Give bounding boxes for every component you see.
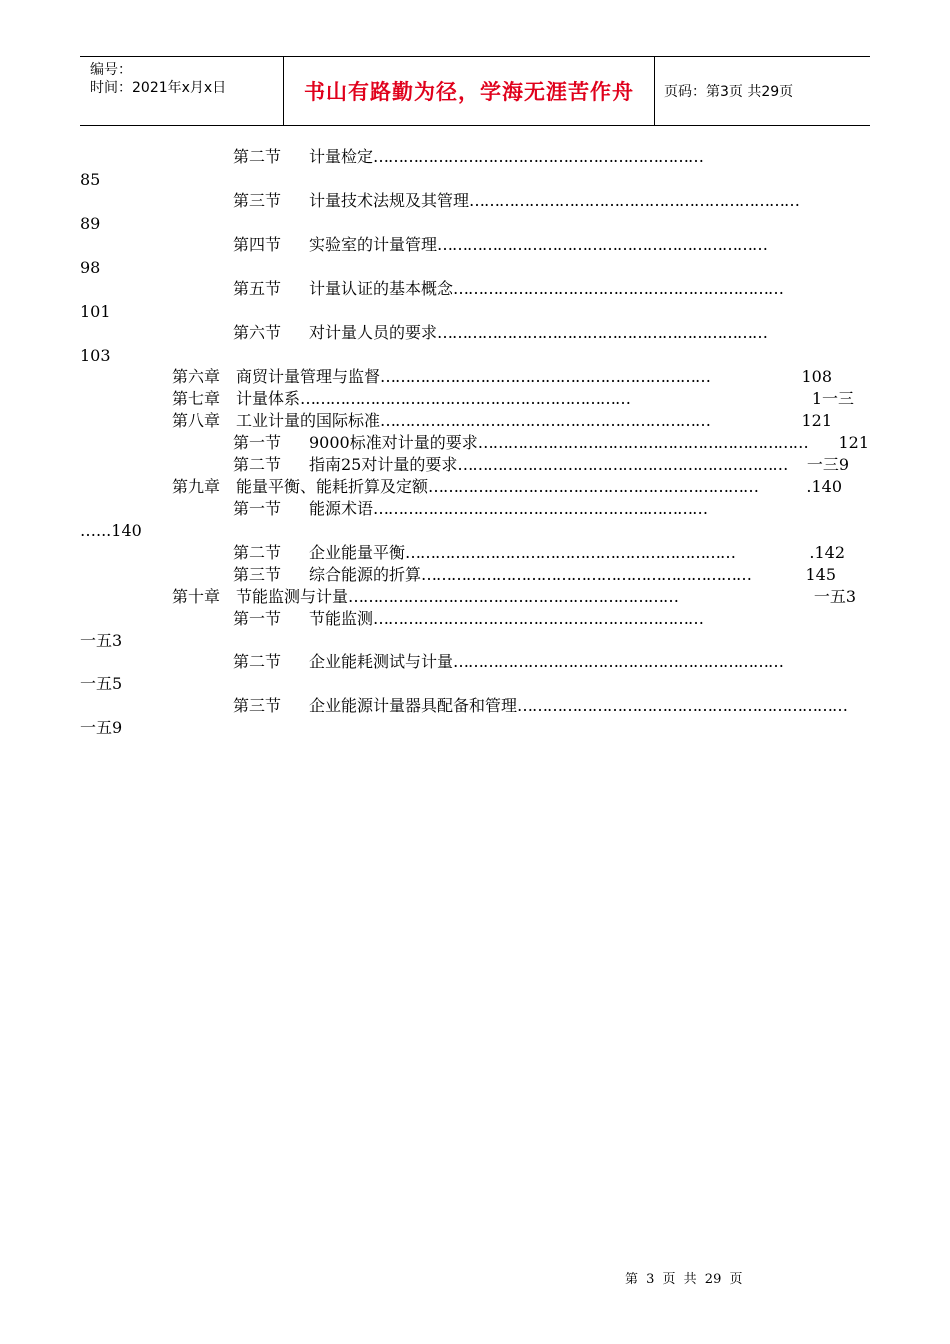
toc-page-number: 101 [80, 302, 111, 321]
toc-chapter-number: 第六章 [172, 367, 221, 386]
page-footer: 第 3 页 共 29 页 [625, 1272, 743, 1287]
toc-section-number: 第三节 [233, 565, 282, 584]
toc-section-number: 第一节 [233, 499, 282, 518]
toc-entry-title: 指南25对计量的要求 [309, 455, 458, 474]
toc-leader-dots: ………………………………………………………… [300, 389, 631, 408]
toc-chapter-number: 第八章 [172, 411, 221, 430]
toc-leader-dots: ………………………………………………………… [428, 477, 759, 496]
toc-entry[interactable] [172, 366, 832, 388]
toc-entry[interactable] [172, 388, 854, 410]
toc-page-number: .140 [806, 477, 842, 496]
toc-leader-dots: ………………………………………………………… [469, 191, 800, 210]
toc-page-number: 一五5 [80, 674, 123, 693]
toc-entry-title: 综合能源的折算 [309, 565, 422, 584]
toc-entry-title: 能源术语 [309, 499, 374, 518]
toc-entry[interactable] [233, 608, 865, 630]
toc-entry[interactable] [172, 586, 856, 608]
toc-leader-dots: ………………………………………………………… [453, 652, 784, 671]
toc-chapter-number: 第七章 [172, 389, 221, 408]
toc-section-number: 第一节 [233, 609, 282, 628]
toc-entry-title: 实验室的计量管理 [309, 235, 438, 254]
toc-entry[interactable] [233, 542, 845, 564]
toc-chapter-number: 第十章 [172, 587, 221, 606]
toc-entry[interactable] [233, 278, 865, 300]
toc-entry-title: 计量体系 [236, 389, 301, 408]
toc-entry-title: 商贸计量管理与监督 [236, 367, 381, 386]
toc-page-number: 145 [805, 565, 836, 584]
toc-entry[interactable] [233, 190, 865, 212]
toc-page-number: .142 [809, 543, 845, 562]
toc-entry-title: 企业能耗测试与计量 [309, 652, 454, 671]
toc-section-number: 第三节 [233, 696, 282, 715]
toc-entry-title: 计量技术法规及其管理 [309, 191, 470, 210]
toc-section-number: 第五节 [233, 279, 282, 298]
toc-entry-title: 企业能源计量器具配备和管理 [309, 696, 518, 715]
toc-entry[interactable] [172, 410, 832, 432]
toc-entry-title: 节能监测 [309, 609, 374, 628]
toc-page-number: 一五3 [813, 587, 856, 606]
toc-leader-dots: ………………………………………………………… [405, 543, 736, 562]
toc-section-number: 第二节 [233, 455, 282, 474]
toc-section-number: 第六节 [233, 323, 282, 342]
toc-leader-dots: ………………………………………………………… [437, 323, 768, 342]
toc-entry-title: 9000标准对计量的要求 [309, 433, 478, 452]
toc-entry-title: 计量检定 [309, 147, 374, 166]
header-motto: 书山有路勤为径，学海无涯苦作舟 [304, 80, 634, 104]
toc-leader-dots: ………………………………………………………… [437, 235, 768, 254]
toc-page-number: …...140 [80, 521, 142, 540]
header-page-info: 页码：第3页 共29页 [664, 84, 794, 100]
toc-leader-dots: ………………………………………………………… [517, 696, 848, 715]
toc-page-number: 85 [80, 170, 101, 189]
toc-entry[interactable] [233, 432, 869, 454]
toc-entry[interactable] [233, 234, 865, 256]
toc-section-number: 第二节 [233, 543, 282, 562]
toc-page-number: 89 [80, 214, 101, 233]
toc-page-number: 121 [801, 411, 832, 430]
toc-entry[interactable] [172, 476, 842, 498]
toc-entry-title: 对计量人员的要求 [309, 323, 438, 342]
toc-leader-dots: ……………………………………………….………… [373, 499, 708, 518]
toc-entry[interactable] [233, 695, 865, 717]
toc-section-number: 第一节 [233, 433, 282, 452]
toc-entry[interactable] [233, 322, 865, 344]
toc-page-number: 一五9 [80, 718, 123, 737]
toc-page-number: 一三9 [806, 455, 849, 474]
toc-leader-dots: ………………………………………………………… [348, 587, 679, 606]
toc-leader-dots: ………………………………………………………… [373, 609, 704, 628]
toc-entry-title: 节能监测与计量 [236, 587, 349, 606]
toc-section-number: 第二节 [233, 147, 282, 166]
toc-leader-dots: ………………………………………………………… [477, 433, 808, 452]
toc-leader-dots: ………………………………………………………… [380, 411, 711, 430]
serial-number-label: 编号： [90, 62, 132, 78]
toc-section-number: 第四节 [233, 235, 282, 254]
time-label: 时间：2021年x月x日 [90, 80, 227, 96]
toc-leader-dots: ………………………………………………………… [421, 565, 752, 584]
toc-page-number: 1一三 [811, 389, 854, 408]
toc-leader-dots: ………………………………………………………… [453, 279, 784, 298]
toc-entry[interactable] [233, 454, 849, 476]
toc-page-number: 121 [838, 433, 869, 452]
toc-entry-title: 工业计量的国际标准 [236, 411, 381, 430]
toc-page-number: 108 [801, 367, 832, 386]
toc-leader-dots: ………………………………………………………… [380, 367, 711, 386]
toc-page-number: 98 [80, 258, 101, 277]
toc-entry-title: 能量平衡、能耗折算及定额 [236, 477, 429, 496]
toc-entry[interactable] [233, 651, 865, 673]
toc-leader-dots: ………………………………………………………… [373, 147, 704, 166]
toc-entry[interactable] [233, 564, 836, 586]
toc-section-number: 第二节 [233, 652, 282, 671]
toc-leader-dots: ………………………………………………………… [457, 455, 788, 474]
toc-section-number: 第三节 [233, 191, 282, 210]
toc-page-number: 103 [80, 346, 111, 365]
toc-entry[interactable] [233, 146, 865, 168]
toc-entry-title: 计量认证的基本概念 [309, 279, 454, 298]
toc-page-number: 一五3 [80, 631, 123, 650]
toc-entry[interactable] [233, 498, 833, 520]
toc-entry-title: 企业能量平衡 [309, 543, 406, 562]
toc-chapter-number: 第九章 [172, 477, 221, 496]
